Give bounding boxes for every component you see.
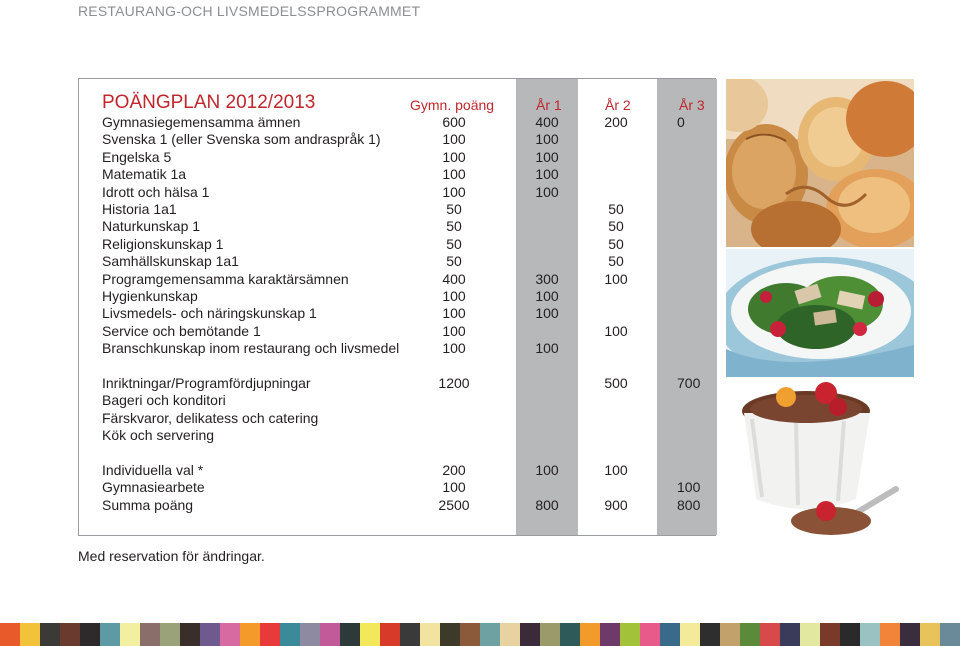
cell-gymn: 400: [442, 270, 466, 287]
color-stripe: [160, 623, 180, 646]
color-stripe: [700, 623, 720, 646]
color-stripe: [420, 623, 440, 646]
cell-gymn: 100: [442, 322, 466, 339]
row-label: Hygienkunskap: [102, 288, 198, 304]
color-stripe: [100, 623, 120, 646]
cell-gymn: 100: [442, 479, 466, 496]
color-stripe: [560, 623, 580, 646]
color-stripe: [780, 623, 800, 646]
cell-year1: 100: [535, 131, 559, 148]
row-label: Service och bemötande 1: [102, 322, 261, 339]
cell-year1: 100: [535, 340, 559, 357]
cell-gymn: 100: [442, 340, 466, 357]
cell-gymn: 50: [446, 253, 462, 270]
cell-year1: 100: [535, 148, 559, 165]
cell-year2: 100: [604, 322, 628, 339]
color-stripe: [40, 623, 60, 646]
cell-year1: 100: [535, 462, 559, 478]
cell-year2: 50: [608, 201, 624, 217]
color-stripe: [200, 623, 220, 646]
color-stripe: [400, 623, 420, 646]
color-stripe: [340, 623, 360, 646]
cell-gymn: 50: [446, 218, 462, 235]
column-header-year3: År 3: [679, 97, 705, 113]
color-stripe: [940, 623, 960, 646]
color-stripe: [300, 623, 320, 646]
row-label: Historia 1a1: [102, 201, 177, 217]
color-stripe: [920, 623, 940, 646]
color-stripe: [320, 623, 340, 646]
cell-gymn: 100: [442, 131, 466, 148]
row-label: Matematik 1a: [102, 166, 187, 183]
color-stripe: [720, 623, 740, 646]
cell-year3: 700: [677, 375, 701, 391]
row-label: Summa poäng: [102, 496, 194, 513]
bread-photo-icon: [726, 79, 914, 247]
cell-year2: 100: [604, 462, 628, 478]
row-label: Livsmedels- och näringskunskap 1: [102, 305, 317, 322]
dessert-photo-icon: [726, 379, 914, 537]
color-stripe: [640, 623, 660, 646]
cell-year1: 100: [535, 288, 559, 304]
cell-year2: 500: [604, 375, 628, 391]
table-title: POÄNGPLAN 2012/2013: [102, 92, 316, 113]
row-label: Religionskunskap 1: [102, 235, 224, 252]
cell-year1: 800: [535, 496, 559, 513]
row-label: Branschkunskap inom restaurang och livsmedel: [102, 340, 400, 357]
row-label: Gymnasiearbete: [102, 479, 205, 496]
row-label: Inriktningar/Programfördjupningar: [102, 375, 311, 391]
color-stripe: [80, 623, 100, 646]
cell-year3: 100: [677, 479, 701, 496]
points-plan-table: [78, 78, 716, 536]
cell-year2: 50: [608, 235, 624, 252]
color-stripe: [120, 623, 140, 646]
cell-gymn: 100: [442, 183, 466, 200]
color-stripe: [800, 623, 820, 646]
cell-year3: 800: [677, 496, 701, 513]
cell-gymn: 2500: [438, 496, 470, 513]
footnote: Med reservation för ändringar.: [78, 548, 265, 564]
column-header-gymn: Gymn. poäng: [410, 97, 495, 113]
row-label: Idrott och hälsa 1: [102, 183, 210, 200]
color-stripe: [500, 623, 520, 646]
cell-gymn: 50: [446, 235, 462, 252]
color-stripe: [140, 623, 160, 646]
row-label: Programgemensamma karaktärsämnen: [102, 270, 349, 287]
color-stripe: [580, 623, 600, 646]
row-label: Svenska 1 (eller Svenska som andraspråk 1): [102, 131, 381, 148]
color-stripe: [480, 623, 500, 646]
cell-year2: 50: [608, 253, 624, 270]
cell-gymn: 100: [442, 148, 466, 165]
cell-year1: 300: [535, 270, 559, 287]
cell-gymn: 100: [442, 305, 466, 322]
color-stripe: [280, 623, 300, 646]
program-header: RESTAURANG-OCH LIVSMEDELSSPROGRAMMET: [78, 3, 421, 19]
color-stripe: [460, 623, 480, 646]
color-stripe: [880, 623, 900, 646]
cell-year2: 900: [604, 496, 628, 513]
row-label: Bageri och konditori: [102, 392, 226, 409]
cell-gymn: 1200: [438, 375, 470, 391]
color-stripe: [60, 623, 80, 646]
row-label: Gymnasiegemensamma ämnen: [102, 114, 301, 130]
color-stripe: [260, 623, 280, 646]
color-stripe-bar: [0, 623, 960, 646]
cell-gymn: 100: [442, 288, 466, 304]
color-stripe: [20, 623, 40, 646]
color-stripe: [540, 623, 560, 646]
cell-year2: 50: [608, 218, 624, 235]
row-label: Kök och servering: [102, 427, 215, 444]
cell-gymn: 600: [442, 114, 466, 130]
year3-column-shade: [657, 79, 717, 535]
cell-year1: 100: [535, 183, 559, 200]
cell-gymn: 200: [442, 462, 466, 478]
cell-year3: 0: [677, 114, 685, 130]
cell-year1: 100: [535, 166, 559, 183]
color-stripe: [380, 623, 400, 646]
cell-gymn: 100: [442, 166, 466, 183]
row-label: Engelska 5: [102, 148, 172, 165]
color-stripe: [0, 623, 20, 646]
color-stripe: [520, 623, 540, 646]
color-stripe: [740, 623, 760, 646]
color-stripe: [440, 623, 460, 646]
row-label: Samhällskunskap 1a1: [102, 253, 239, 270]
color-stripe: [360, 623, 380, 646]
color-stripe: [840, 623, 860, 646]
color-stripe: [760, 623, 780, 646]
column-header-year1: År 1: [536, 97, 562, 113]
salad-photo-icon: [726, 249, 914, 377]
color-stripe: [600, 623, 620, 646]
color-stripe: [860, 623, 880, 646]
cell-year1: 400: [535, 114, 559, 130]
color-stripe: [900, 623, 920, 646]
color-stripe: [680, 623, 700, 646]
color-stripe: [620, 623, 640, 646]
color-stripe: [240, 623, 260, 646]
cell-gymn: 50: [446, 201, 462, 217]
color-stripe: [660, 623, 680, 646]
cell-year2: 200: [604, 114, 628, 130]
cell-year1: 100: [535, 305, 559, 322]
row-label: Färskvaror, delikatess och catering: [102, 409, 319, 426]
row-label: Individuella val *: [102, 462, 204, 478]
color-stripe: [220, 623, 240, 646]
color-stripe: [180, 623, 200, 646]
row-label: Naturkunskap 1: [102, 218, 201, 235]
cell-year2: 100: [604, 270, 628, 287]
color-stripe: [820, 623, 840, 646]
column-header-year2: År 2: [605, 97, 631, 113]
